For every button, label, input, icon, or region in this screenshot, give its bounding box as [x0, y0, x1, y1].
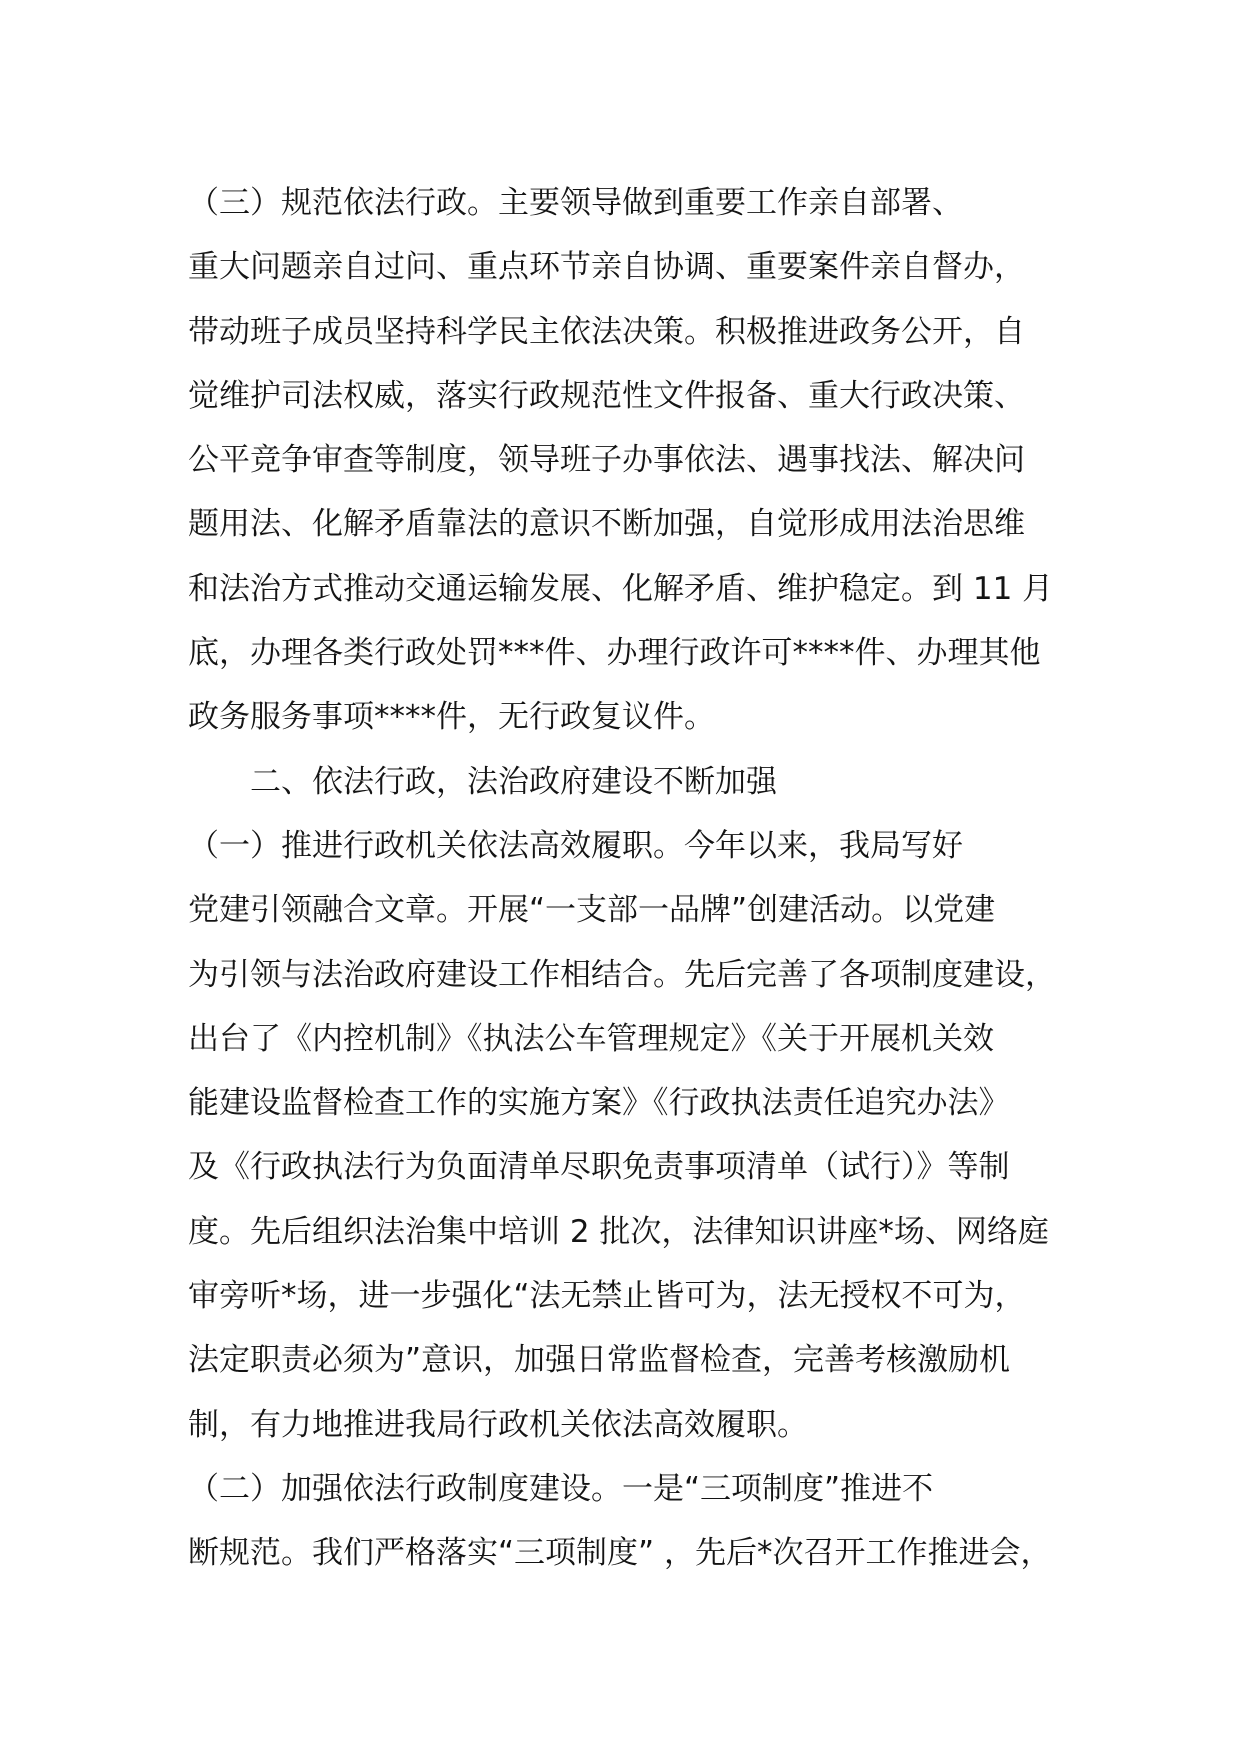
paragraph-line: 公平竞争审查等制度，领导班子办事依法、遇事找法、解决问: [188, 442, 1025, 479]
paragraph-line: 政务服务事项****件，无行政复议件。: [188, 699, 715, 736]
paragraph-line: 为引领与法治政府建设工作相结合。先后完善了各项制度建设，: [188, 956, 1056, 993]
paragraph-line: （一）推进行政机关依法高效履职。今年以来，我局写好: [188, 827, 963, 864]
paragraph-line: （三）规范依法行政。主要领导做到重要工作亲自部署、: [188, 185, 963, 221]
paragraph-line: 底，办理各类行政处罚***件、办理行政许可****件、办理其他: [188, 635, 1041, 672]
paragraph-line: 审旁听*场，进一步强化“法无禁止皆可为，法无授权不可为，: [188, 1278, 1026, 1315]
paragraph-line: 制，有力地推进我局行政机关依法高效履职。: [188, 1406, 808, 1443]
paragraph-line: 党建引领融合文章。开展“一支部一品牌”创建活动。以党建: [188, 892, 996, 929]
paragraph-line: 能建设监督检查工作的实施方案》《行政执法责任追究办法》: [188, 1085, 1010, 1122]
paragraph-line: （二）加强依法行政制度建设。一是“三项制度”推进不: [188, 1470, 934, 1507]
paragraph-line: 及《行政执法行为负面清单尽职免责事项清单（试行）》等制: [188, 1149, 1010, 1186]
document-body: [188, 171, 1068, 1586]
paragraph-line: 法定职责必须为”意识，加强日常监督检查，完善考核激励机: [188, 1342, 1011, 1379]
section-heading: 二、依法行政，法治政府建设不断加强: [250, 763, 777, 800]
paragraph-line: 和法治方式推动交通运输发展、化解矛盾、维护稳定。到 11 月: [188, 570, 1054, 607]
paragraph-line: 觉维护司法权威，落实行政规范性文件报备、重大行政决策、: [188, 377, 1025, 414]
paragraph-line: 带动班子成员坚持科学民主依法决策。积极推进政务公开，自: [188, 313, 1025, 350]
paragraph-line: 重大问题亲自过问、重点环节亲自协调、重要案件亲自督办，: [188, 249, 1025, 286]
paragraph-line: 断规范。我们严格落实“三项制度” ，先后*次召开工作推进会，: [188, 1535, 1052, 1572]
paragraph-line: 出台了《内控机制》《执法公车管理规定》《关于开展机关效: [188, 1020, 994, 1057]
paragraph-line: 度。先后组织法治集中培训 2 批次，法律知识讲座*场、网络庭: [188, 1213, 1049, 1250]
paragraph-line: 题用法、化解矛盾靠法的意识不断加强，自觉形成用法治思维: [188, 506, 1025, 543]
